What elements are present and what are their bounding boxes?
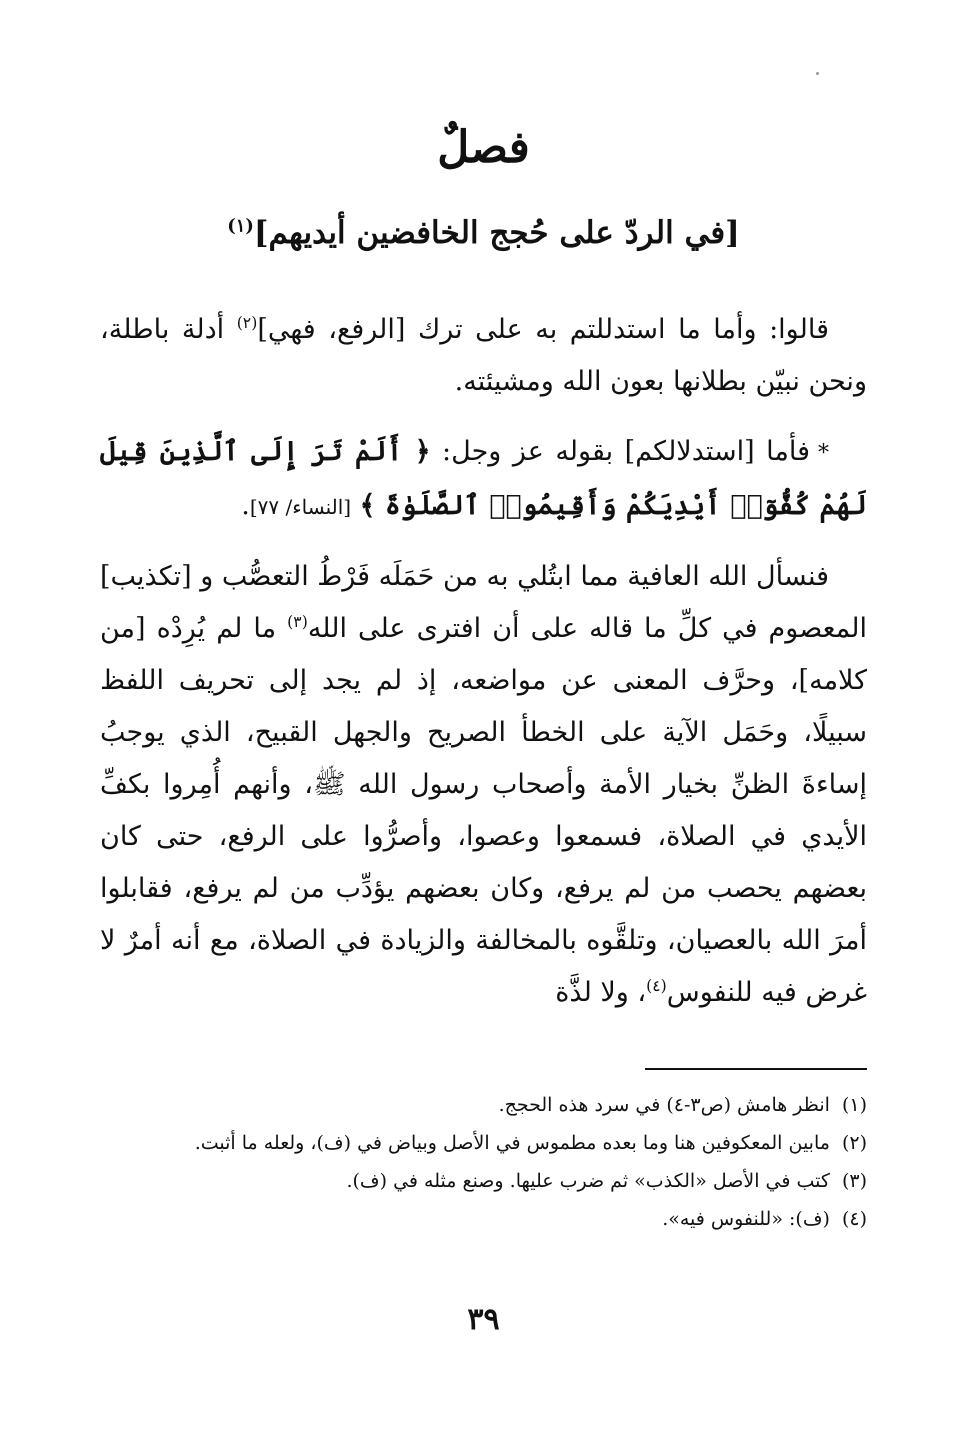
footnote-text: انظر هامش (ص٣-٤) في سرد هذه الحجج. (498, 1094, 830, 1116)
footnote-text: مابين المعكوفين هنا وما بعده مطموس في الأصل وبياض في (ف)، ولعله ما أثبت. (194, 1132, 830, 1154)
paragraph-1 (100, 304, 867, 408)
paragraph-3-middle: ما لم يُرِدْه [من كلامه]، وحرَّف المعنى عن مواضعه، إذ لم يجد إلى تحريف اللفظ سبيلًا، وحَمَل الآية على الخطأ الصريح والجهل القبيح، الذي يوجبُ إساءةَ الظنِّ بخيار الأمة وأصحاب رسول الله ﷺ، وأنهم أُمِروا بكفِّ الأيدي في الصلاة، فسمعوا وعصوا، وأصرُّوا على الرفع، حتى كان بعضهم يحصب من لم يرفع، وكان بعضهم يؤدِّب من لم يرفع، فقابلوا أمرَ الله بالعصيان، وتلقَّوه بالمخالفة والزيادة في الصلاة، مع أنه أمرٌ لا غرض فيه للنفوس (100, 613, 867, 1008)
footnote-3 (100, 1162, 867, 1200)
section-title-text: [في الردّ على حُجج الخافضين أيديهم] (253, 215, 740, 251)
paragraph-2-start: فأما [استدلالكم] بقوله عز وجل: (430, 436, 810, 467)
footnote-number: (٢) (841, 1132, 867, 1154)
footnote-1 (100, 1086, 867, 1124)
paragraph-3-end: ، ولا لذَّة (555, 977, 647, 1008)
footnote-ref-4: (٤) (646, 976, 667, 995)
footnote-text: كتب في الأصل «الكذب» ثم ضرب عليها. وصنع مثله في (ف). (346, 1170, 830, 1192)
footnote-number: (٤) (841, 1208, 867, 1230)
footnote-text: (ف): «للنفوس فيه». (662, 1208, 830, 1230)
bullet-marker: * (818, 441, 829, 466)
quran-verse: ﴿ أَلَمْ تَرَ إِلَى ٱلَّذِينَ قِيلَ لَهُمْ كُفُّوٓا۟ أَيْدِيَكُمْ وَأَقِيمُوا۟ ٱلصَّلَوٰةَ ﴾ (100, 436, 867, 521)
scan-speck (816, 72, 819, 75)
paragraph-1-end: أدلة باطلة، ونحن نبيّن بطلانها بعون الله ومشيئته. (100, 314, 867, 397)
section-title (0, 208, 967, 258)
footnote-2 (100, 1124, 867, 1162)
paragraph-3-start: فنسأل الله العافية مما ابتُلي به من حَمَلَه فَرْطُ التعصُّب و [تكذيب] المعصوم في كلِّ ما قاله على أن افترى على الله (100, 561, 867, 644)
paragraph-1-start: قالوا: وأما ما استدللتم به على ترك [الرفع، فهي] (257, 314, 829, 345)
footnote-number: (١) (841, 1094, 867, 1116)
verse-reference: [النساء/ ٧٧] (249, 495, 352, 519)
paragraph-2-end: . (241, 490, 250, 521)
footnotes (100, 1086, 867, 1238)
footnote-4 (100, 1200, 867, 1238)
footnote-separator (645, 1068, 867, 1070)
main-text (100, 304, 867, 1019)
footnote-ref-2: (٢) (236, 313, 258, 332)
chapter-title: فصلٌ (437, 122, 530, 173)
page-number: ٣٩ (467, 1302, 500, 1337)
paragraph-3 (100, 551, 867, 1019)
footnote-ref-1: (١) (227, 215, 254, 237)
footnote-number: (٣) (841, 1170, 867, 1192)
paragraph-2 (100, 426, 867, 533)
footnote-ref-3: (٣) (287, 612, 308, 631)
